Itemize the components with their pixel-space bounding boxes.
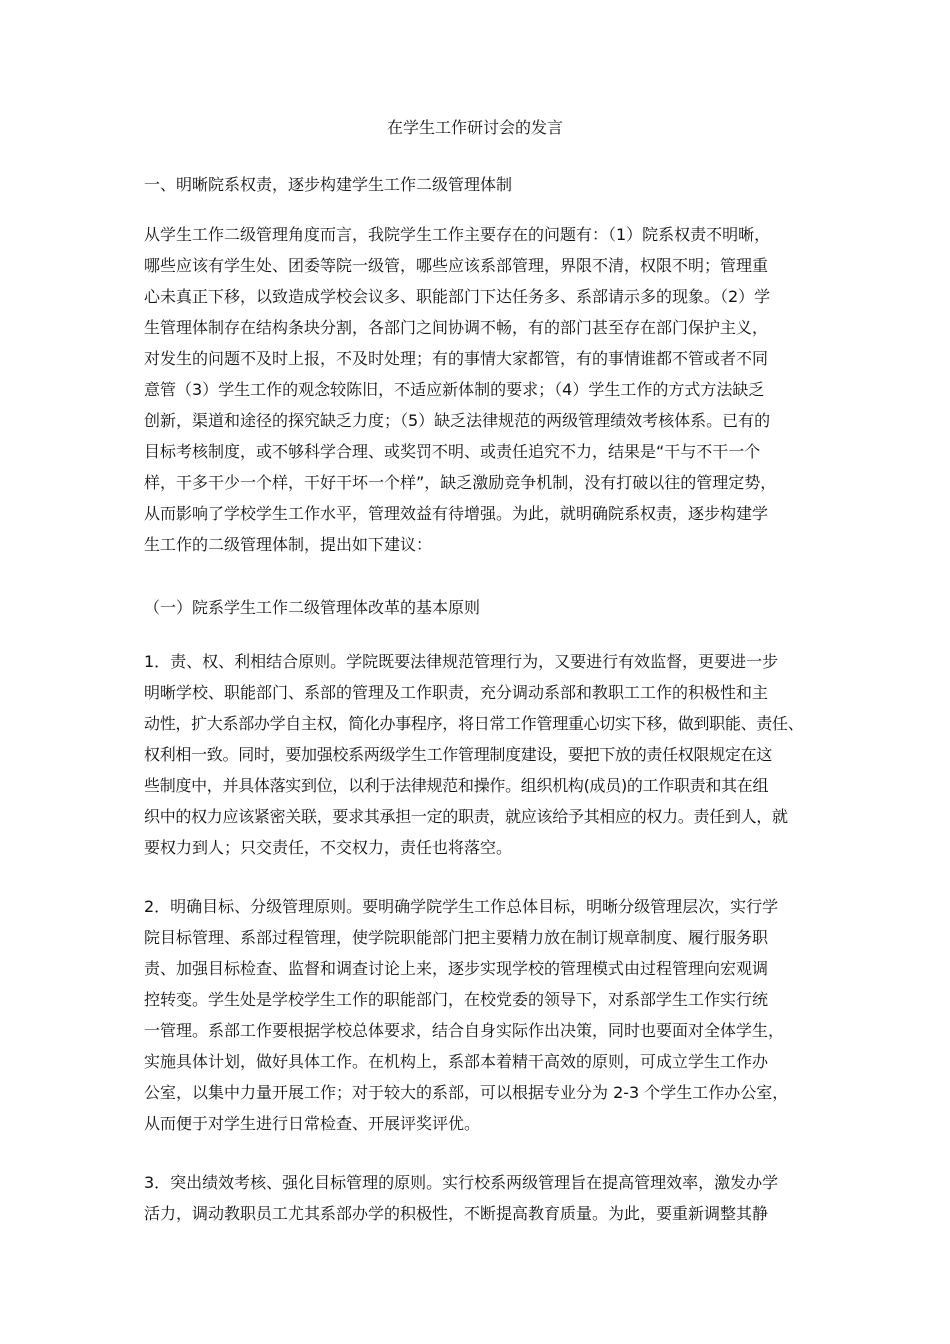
intro-paragraph <box>144 219 809 560</box>
paragraph-line: 活力，调动教职员工尤其系部办学的积极性，不断提高教育质量。为此，要重新调整其静 <box>144 1204 769 1223</box>
paragraph-line: 对发生的问题不及时上报，不及时处理；有的事情大家都管，有的事情谁都不管或者不同 <box>144 349 769 368</box>
paragraph-line: 哪些应该有学生处、团委等院一级管，哪些应该系部管理，界限不清，权限不明；管理重 <box>144 256 769 275</box>
paragraph-line: 动性，扩大系部办学自主权，简化办事程序，将日常工作管理重心切实下移，做到职能、责任、 <box>144 714 804 733</box>
paragraph-line: 心未真正下移，以致造成学校会议多、职能部门下达任务多、系部请示多的现象。（2）学 <box>144 287 771 306</box>
paragraph-line: 要权力到人；只交责任，不交权力，责任也将落空。 <box>144 838 513 857</box>
paragraph-line: 公室，以集中力量开展工作；对于较大的系部，可以根据专业分为 2-3 个学生工作办公室， <box>144 1083 789 1102</box>
paragraph-line: 责、加强目标检查、监督和调查讨论上来，逐步实现学校的管理模式由过程管理向宏观调 <box>144 959 769 978</box>
paragraph-line: 目标考核制度，或不够科学合理、或奖罚不明、或责任追究不力，结果是“干与不干一个 <box>144 442 761 461</box>
paragraph-line: 些制度中，并具体落实到位，以利于法律规范和操作。组织机构(成员)的工作职责和其在组 <box>144 776 769 795</box>
paragraph-line: 实施具体计划，做好具体工作。在机构上，系部本着精干高效的原则，可成立学生工作办 <box>144 1052 769 1071</box>
document-title: 在学生工作研讨会的发言 <box>386 118 563 137</box>
paragraph-line: 从而便于对学生进行日常检查、开展评奖评优。 <box>144 1114 481 1133</box>
paragraph-line: 1．责、权、利相结合原则。学院既要法律规范管理行为，又要进行有效监督，更要进一步 <box>144 652 779 671</box>
principle-1-paragraph <box>144 646 809 863</box>
subsection-heading: （一）院系学生工作二级管理体改革的基本原则 <box>144 598 481 617</box>
paragraph-line: 生管理体制存在结构条块分割，各部门之间协调不畅，有的部门甚至存在部门保护主义， <box>144 318 769 337</box>
paragraph-line: 从而影响了学校学生工作水平，管理效益有待增强。为此，就明确院系权责，逐步构建学 <box>144 504 769 523</box>
paragraph-line: 生工作的二级管理体制，提出如下建议： <box>144 535 433 554</box>
principle-2-paragraph <box>144 891 809 1139</box>
paragraph-line: 意管（3）学生工作的观念较陈旧，不适应新体制的要求；（4）学生工作的方式方法缺乏 <box>144 380 765 399</box>
paragraph-line: 一管理。系部工作要根据学校总体要求，结合自身实际作出决策，同时也要面对全体学生， <box>144 1021 785 1040</box>
paragraph-line: 3．突出绩效考核、强化目标管理的原则。实行校系两级管理旨在提高管理效率，激发办学 <box>144 1173 779 1192</box>
paragraph-line: 从学生工作二级管理角度而言，我院学生工作主要存在的问题有：（1）院系权责不明晰， <box>144 225 771 244</box>
paragraph-line: 样，干多干少一个样，干好干坏一个样”，缺乏激励竞争机制，没有打破以往的管理定势， <box>144 473 777 492</box>
paragraph-line: 明晰学校、职能部门、系部的管理及工作职责，充分调动系部和教职工工作的积极性和主 <box>144 683 769 702</box>
paragraph-line: 控转变。学生处是学校学生工作的职能部门，在校党委的领导下，对系部学生工作实行统 <box>144 990 769 1009</box>
paragraph-line: 院目标管理、系部过程管理，使学院职能部门把主要精力放在制订规章制度、履行服务职 <box>144 928 769 947</box>
paragraph-line: 创新，渠道和途径的探究缺乏力度；（5）缺乏法律规范的两级管理绩效考核体系。已有的 <box>144 411 771 430</box>
section-heading: 一、明晰院系权责，逐步构建学生工作二级管理体制 <box>144 175 513 194</box>
paragraph-line: 织中的权力应该紧密关联，要求其承担一定的职责，就应该给予其相应的权力。责任到人，就 <box>144 807 788 826</box>
paragraph-line: 2．明确目标、分级管理原则。要明确学院学生工作总体目标，明晰分级管理层次，实行学 <box>144 897 779 916</box>
paragraph-line: 权利相一致。同时，要加强校系两级学生工作管理制度建设，要把下放的责任权限规定在这 <box>144 745 773 764</box>
principle-3-paragraph <box>144 1167 809 1229</box>
